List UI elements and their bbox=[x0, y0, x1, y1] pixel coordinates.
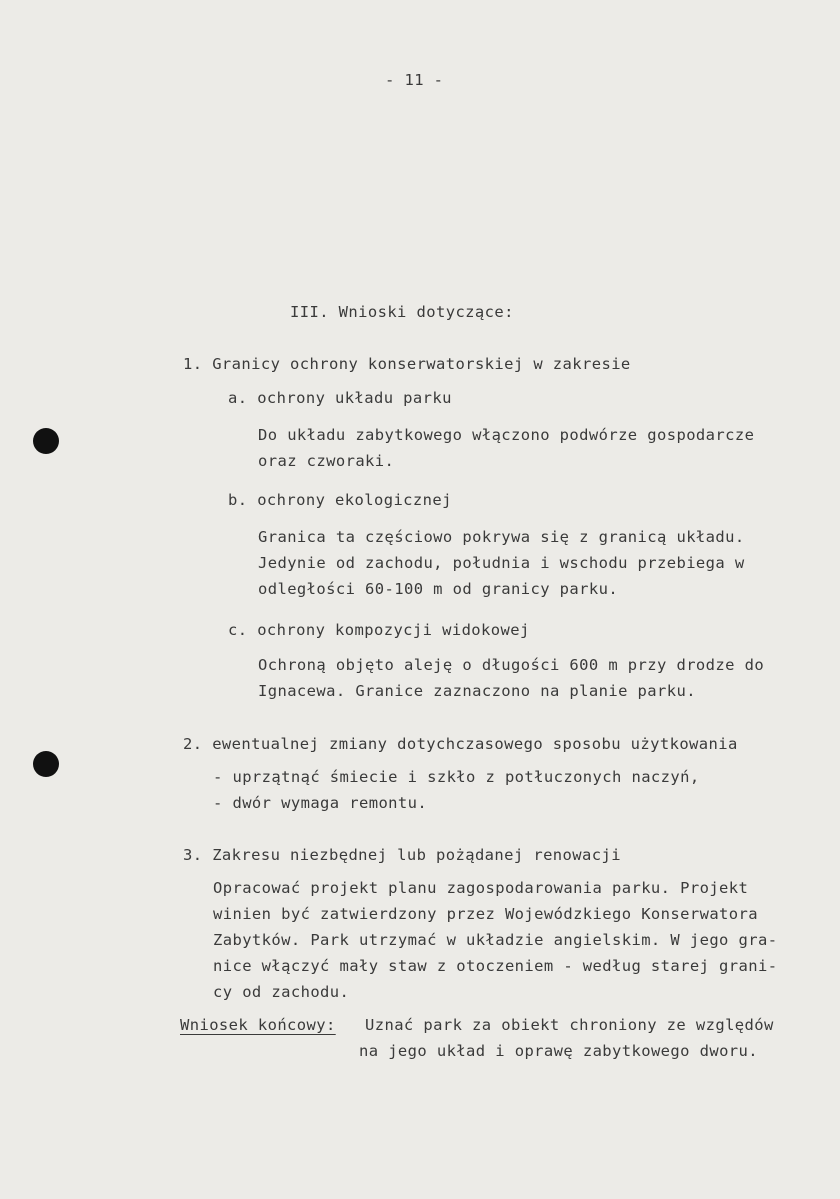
item-1-title: 1. Granicy ochrony konserwatorskiej w zakresie bbox=[183, 355, 631, 373]
item-1b-line: odległości 60-100 m od granicy parku. bbox=[258, 580, 619, 598]
item-1b-line: Granica ta częściowo pokrywa się z granicą układu. bbox=[258, 528, 745, 546]
item-3-line: cy od zachodu. bbox=[213, 983, 350, 1001]
item-3-title: 3. Zakresu niezbędnej lub pożądanej renowacji bbox=[183, 846, 621, 864]
conclusion-line: na jego układ i oprawę zabytkowego dworu. bbox=[359, 1042, 759, 1060]
item-1b-line: Jedynie od zachodu, południa i wschodu przebiega w bbox=[258, 554, 745, 572]
conclusion-label: Wniosek końcowy: bbox=[180, 1016, 336, 1034]
item-2-line: - uprzątnąć śmiecie i szkło z potłuczonych naczyń, bbox=[213, 768, 700, 786]
item-3-line: nice włączyć mały staw z otoczeniem - według starej grani- bbox=[213, 957, 778, 975]
item-3-line: Opracować projekt planu zagospodarowania parku. Projekt bbox=[213, 879, 749, 897]
item-3-line: Zabytków. Park utrzymać w układzie angielskim. W jego gra- bbox=[213, 931, 778, 949]
punch-hole bbox=[33, 751, 59, 777]
item-1a-line: oraz czworaki. bbox=[258, 452, 395, 470]
item-1c-line: Ignacewa. Granice zaznaczono na planie parku. bbox=[258, 682, 696, 700]
item-1a-line: Do układu zabytkowego włączono podwórze gospodarcze bbox=[258, 426, 755, 444]
item-2-line: - dwór wymaga remontu. bbox=[213, 794, 428, 812]
item-2-title: 2. ewentualnej zmiany dotychczasowego sposobu użytkowania bbox=[183, 735, 738, 753]
item-1a-title: a. ochrony układu parku bbox=[228, 389, 452, 407]
item-3-line: winien być zatwierdzony przez Wojewódzkiego Konserwatora bbox=[213, 905, 758, 923]
punch-hole bbox=[33, 428, 59, 454]
item-1c-line: Ochroną objęto aleję o długości 600 m przy drodze do bbox=[258, 656, 765, 674]
item-1b-title: b. ochrony ekologicznej bbox=[228, 491, 452, 509]
item-1c-title: c. ochrony kompozycji widokowej bbox=[228, 621, 530, 639]
conclusion-line: Uznać park za obiekt chroniony ze względów bbox=[365, 1016, 774, 1034]
page-number: - 11 - bbox=[385, 71, 444, 89]
section-heading: III. Wnioski dotyczące: bbox=[290, 303, 514, 321]
